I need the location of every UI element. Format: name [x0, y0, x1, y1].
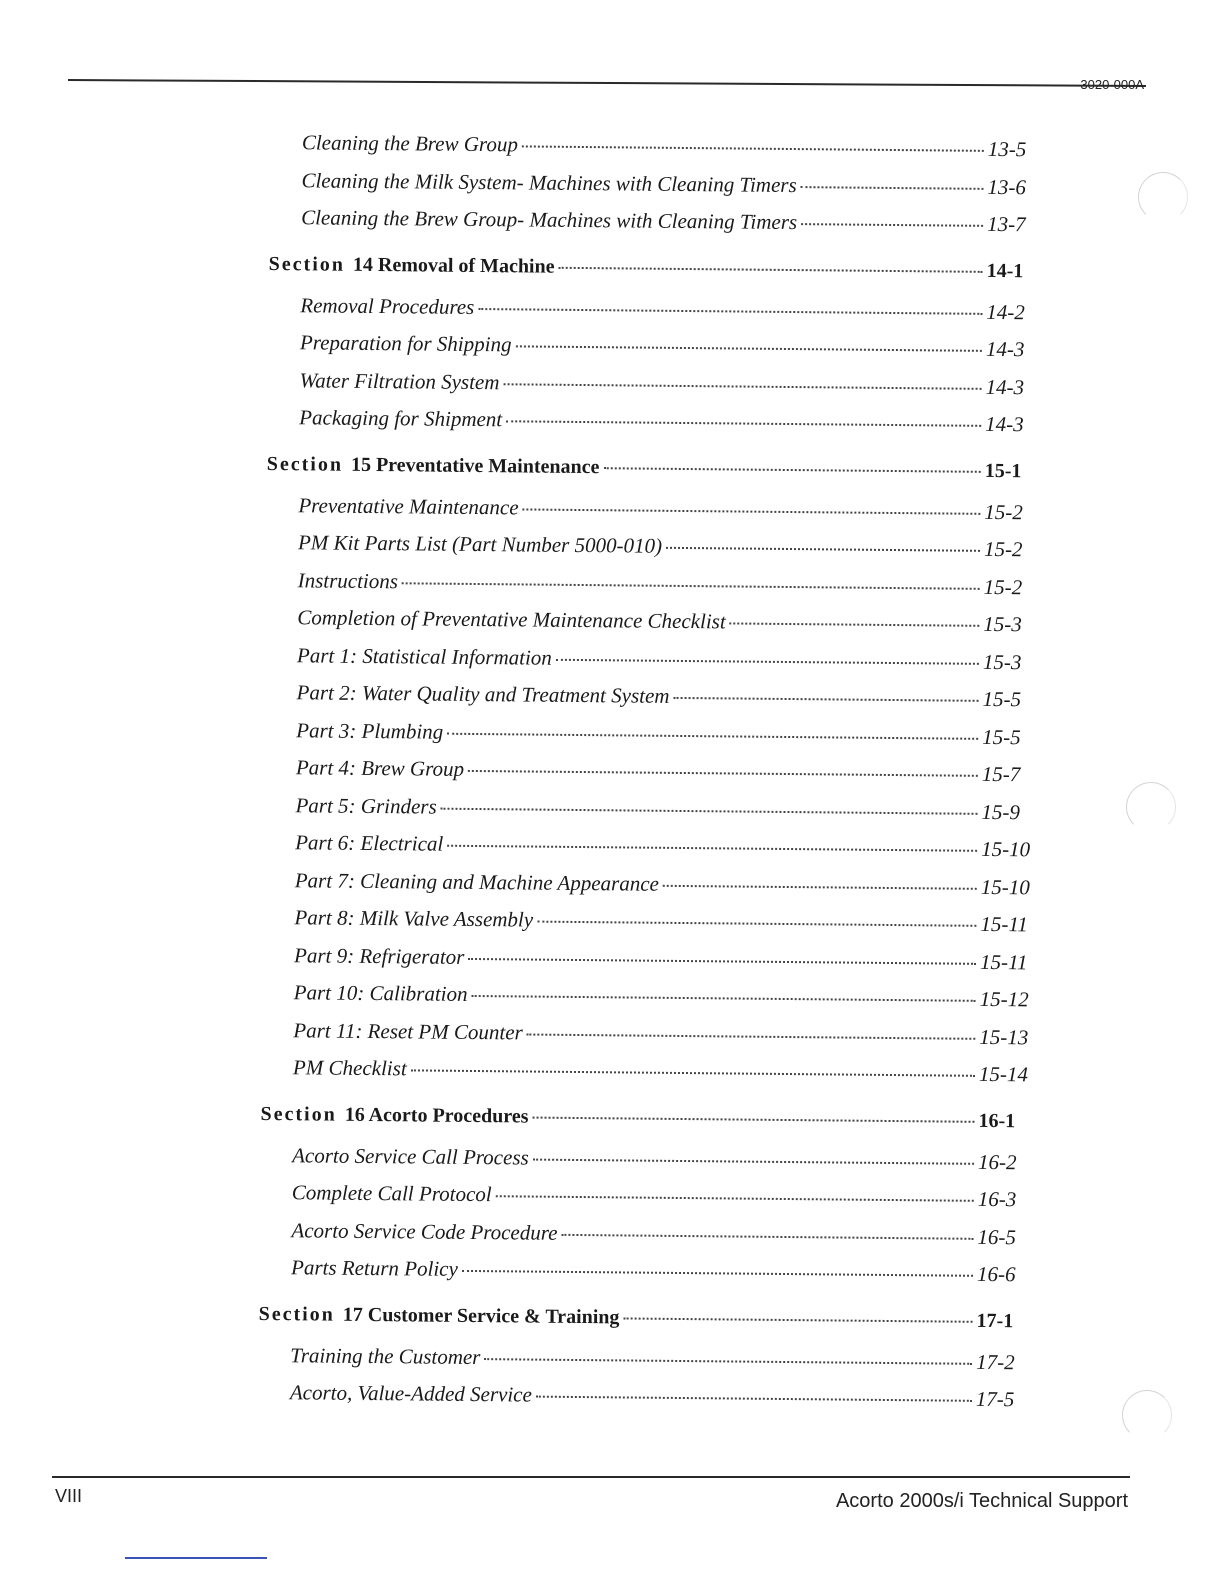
dot-leader: [666, 547, 980, 552]
punch-hole-top: [1138, 172, 1188, 222]
toc-page-number: 16-3: [977, 1186, 1017, 1212]
toc-entry-title: Packaging for Shipment: [299, 405, 503, 432]
dot-leader: [533, 1158, 974, 1164]
toc-entry-title: Cleaning the Brew Group- Machines with Cleaning Timers: [301, 205, 798, 235]
section-label: Section: [258, 1302, 335, 1326]
toc-entry-row[interactable]: [261, 1055, 1031, 1100]
toc-entry-title: Preventative Maintenance: [298, 492, 519, 519]
punch-hole-bottom: [1122, 1390, 1172, 1440]
toc-page-number: 15-1: [984, 459, 1022, 482]
toc-page-number: 15-5: [982, 724, 1021, 749]
toc-entry-row[interactable]: [269, 205, 1039, 250]
dot-leader: [801, 186, 984, 190]
toc-page-number: 16-5: [977, 1224, 1017, 1249]
toc-page-number: 13-6: [987, 174, 1027, 199]
toc-entry-title: Training the Customer: [290, 1342, 481, 1369]
dot-leader: [663, 884, 977, 889]
toc-entry-row[interactable]: [267, 405, 1037, 450]
toc-entry-title: Cleaning the Brew Group: [301, 130, 519, 157]
toc-page-number: 15-9: [981, 799, 1021, 824]
section-name: 14 Removal of Machine: [352, 253, 555, 278]
toc-page-number: 15-10: [980, 874, 1030, 899]
dot-leader: [522, 145, 984, 151]
footer-title: Acorto 2000s/i Technical Support: [835, 1490, 1128, 1512]
dot-leader: [527, 1033, 976, 1039]
toc-page-number: 15-13: [979, 1024, 1029, 1049]
bottom-edge-line: [125, 1557, 267, 1559]
toc-page-number: 15-2: [984, 499, 1023, 524]
dot-leader: [515, 345, 981, 351]
dot-leader: [537, 921, 976, 927]
toc-entry-title: Acorto Service Call Process: [292, 1142, 529, 1170]
dot-leader: [411, 1069, 975, 1076]
dot-leader: [603, 467, 980, 473]
toc-page-number: 17-2: [976, 1349, 1015, 1374]
toc-page-number: 16-6: [976, 1261, 1016, 1287]
dot-leader: [468, 957, 976, 964]
toc-entry-title: Completion of Preventative Maintenance Checklist: [297, 605, 726, 634]
dot-leader: [730, 622, 980, 626]
toc-section-title: [267, 452, 600, 478]
toc-entry-title: Cleaning the Milk System- Machines with Cleaning Timers: [301, 167, 797, 197]
toc-entry-title: Part 5: Grinders: [295, 792, 437, 819]
toc-entry-title: Part 4: Brew Group: [295, 755, 465, 781]
dot-leader: [556, 658, 979, 664]
toc-page-number: 14-3: [985, 411, 1024, 437]
section-name: 16 Acorto Procedures: [344, 1103, 529, 1128]
toc-page-number: 15-7: [981, 761, 1021, 787]
dot-leader: [496, 1195, 974, 1202]
punch-hole-middle: [1126, 782, 1176, 832]
dot-leader: [484, 1358, 972, 1365]
toc-section-title: [269, 252, 555, 278]
dot-leader: [503, 383, 981, 390]
toc-entry-title: Part 7: Cleaning and Machine Appearance: [294, 867, 660, 896]
toc-entry-title: Removal Procedures: [300, 292, 475, 319]
toc-page-number: 15-12: [979, 986, 1029, 1012]
toc-entry-title: Part 11: Reset PM Counter: [293, 1017, 523, 1044]
toc-section-title: [260, 1102, 528, 1128]
toc-entry-title: Complete Call Protocol: [291, 1180, 492, 1207]
toc-entry-title: PM Kit Parts List (Part Number 5000-010): [297, 530, 663, 558]
toc-entry-title: Part 10: Calibration: [293, 980, 468, 1006]
toc-page-number: 15-2: [983, 574, 1023, 599]
toc-entry-title: PM Checklist: [292, 1055, 407, 1081]
section-label: Section: [266, 452, 344, 476]
toc-page-number: 14-3: [985, 336, 1025, 362]
table-of-contents: [258, 130, 1040, 1425]
toc-entry-title: Part 2: Water Quality and Treatment System: [296, 680, 670, 708]
dot-leader: [562, 1233, 974, 1239]
toc-page-number: 15-2: [983, 536, 1023, 562]
toc-entry-title: Part 1: Statistical Information: [296, 642, 552, 670]
document-number: 3020-000A: [1080, 77, 1144, 92]
toc-entry-title: Instructions: [297, 567, 399, 593]
dot-leader: [801, 223, 983, 227]
toc-page-number: 14-1: [986, 259, 1024, 282]
toc-page-number: 15-5: [982, 686, 1022, 712]
dot-leader: [441, 807, 978, 814]
toc-page-number: 13-5: [987, 136, 1027, 162]
dot-leader: [559, 266, 983, 272]
toc-page-number: 15-14: [978, 1061, 1029, 1087]
dot-leader: [462, 1270, 973, 1277]
toc-entry-title: Acorto, Value-Added Service: [289, 1380, 532, 1407]
page-number: VIII: [55, 1486, 83, 1506]
toc-entry-title: Parts Return Policy: [290, 1255, 459, 1281]
toc-section-title: [259, 1302, 620, 1328]
toc-page-number: 15-3: [983, 611, 1022, 637]
toc-page-number: 15-11: [980, 911, 1028, 937]
toc-page-number: 16-2: [978, 1149, 1017, 1174]
toc-entry-title: Part 3: Plumbing: [296, 717, 444, 744]
dot-leader: [472, 995, 976, 1002]
section-label: Section: [268, 252, 346, 276]
toc-entry-title: Preparation for Shipping: [299, 330, 512, 357]
toc-entry-title: Acorto Service Code Procedure: [291, 1217, 558, 1245]
dot-leader: [523, 508, 981, 514]
dot-leader: [623, 1317, 972, 1322]
section-name: 17 Customer Service & Training: [342, 1303, 620, 1328]
toc-page-number: 15-3: [982, 649, 1022, 674]
dot-leader: [536, 1396, 972, 1402]
toc-page-number: 17-5: [975, 1386, 1015, 1412]
dot-leader: [478, 308, 982, 315]
section-label: Section: [260, 1102, 337, 1126]
toc-page-number: 15-10: [981, 836, 1031, 862]
toc-entry-row[interactable]: [258, 1380, 1028, 1425]
section-name: 15 Preventative Maintenance: [350, 453, 600, 478]
toc-page-number: 17-1: [976, 1309, 1014, 1332]
footer-rule: [52, 1476, 1130, 1478]
dot-leader: [402, 582, 980, 590]
dot-leader: [532, 1116, 974, 1122]
header-rule: [68, 79, 1146, 87]
toc-entry-title: Part 8: Milk Valve Assembly: [294, 905, 534, 932]
dot-leader: [673, 697, 978, 702]
toc-page-number: 13-7: [987, 211, 1026, 237]
dot-leader: [447, 845, 977, 852]
toc-entry-title: Part 6: Electrical: [295, 830, 444, 856]
dot-leader: [468, 770, 978, 777]
toc-entry-row[interactable]: [259, 1255, 1029, 1300]
toc-page-number: 15-11: [979, 949, 1028, 974]
dot-leader: [447, 732, 978, 739]
toc-page-number: 14-2: [986, 299, 1025, 324]
toc-entry-title: Water Filtration System: [299, 367, 500, 394]
toc-entry-title: Part 9: Refrigerator: [293, 942, 465, 969]
toc-page-number: 16-1: [978, 1109, 1016, 1132]
dot-leader: [506, 420, 981, 427]
toc-page-number: 14-3: [985, 374, 1025, 399]
